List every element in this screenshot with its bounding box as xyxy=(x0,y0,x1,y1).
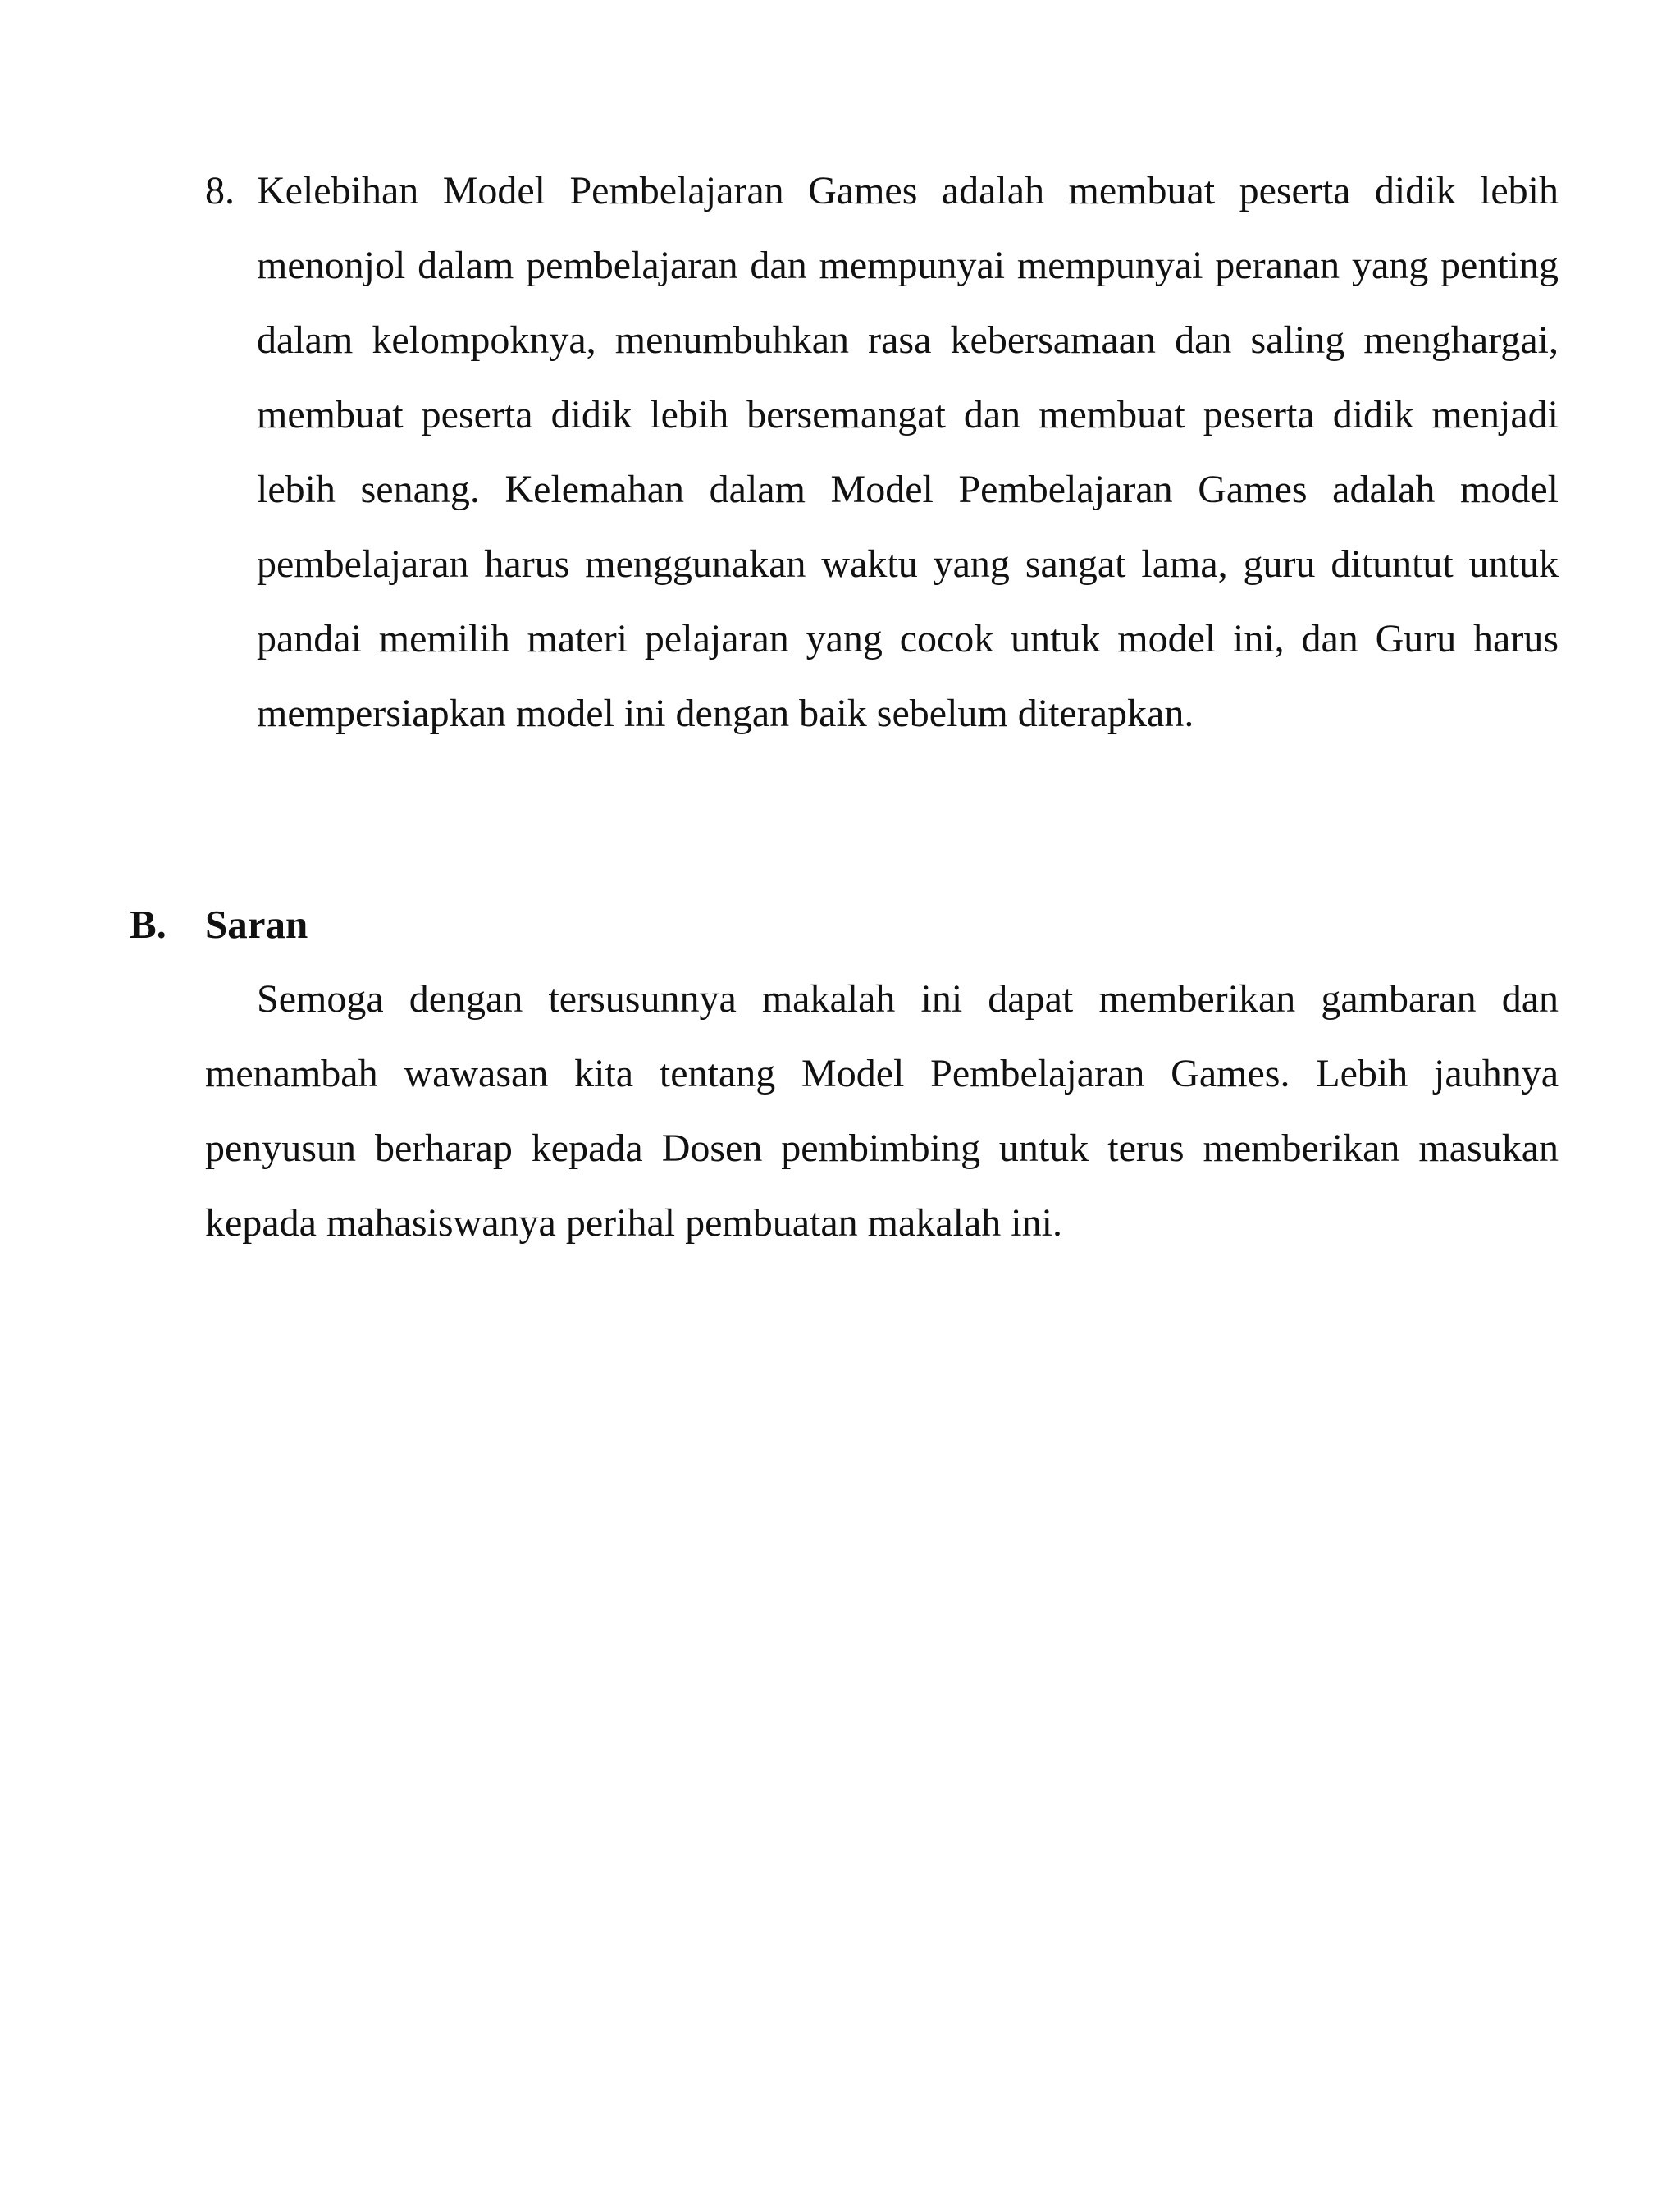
section-heading xyxy=(130,887,786,962)
section-body-paragraph: Semoga dengan tersusunnya makalah ini dapat memberikan gambaran dan menambah wawasan kita tentang Model Pembelajaran Games. Lebih jauhnya penyusun berharap kepada Dosen pembimbing untuk terus memberikan masukan kepada mahasiswanya perihal pembuatan makalah ini. xyxy=(205,977,1559,1245)
list-item-number: 8. xyxy=(205,169,235,213)
list-item-text: Kelebihan Model Pembelajaran Games adalah membuat peserta didik lebih menonjol dalam pembelajaran dan mempunyai mempunyai peranan yang penting dalam kelompoknya, menumbuhkan rasa kebersamaan dan saling menghargai, membuat peserta didik lebih bersemangat dan membuat peserta didik menjadi lebih senang. Kelemahan dalam Model Pembelajaran Games adalah model pembelajaran harus menggunakan waktu yang sangat lama, guru dituntut untuk pandai memilih materi pelajaran yang cocok untuk model ini, dan Guru harus mempersiapkan model ini dengan baik sebelum diterapkan. xyxy=(257,169,1559,735)
section-title: Saran xyxy=(205,902,308,947)
section-letter: B. xyxy=(130,902,167,947)
